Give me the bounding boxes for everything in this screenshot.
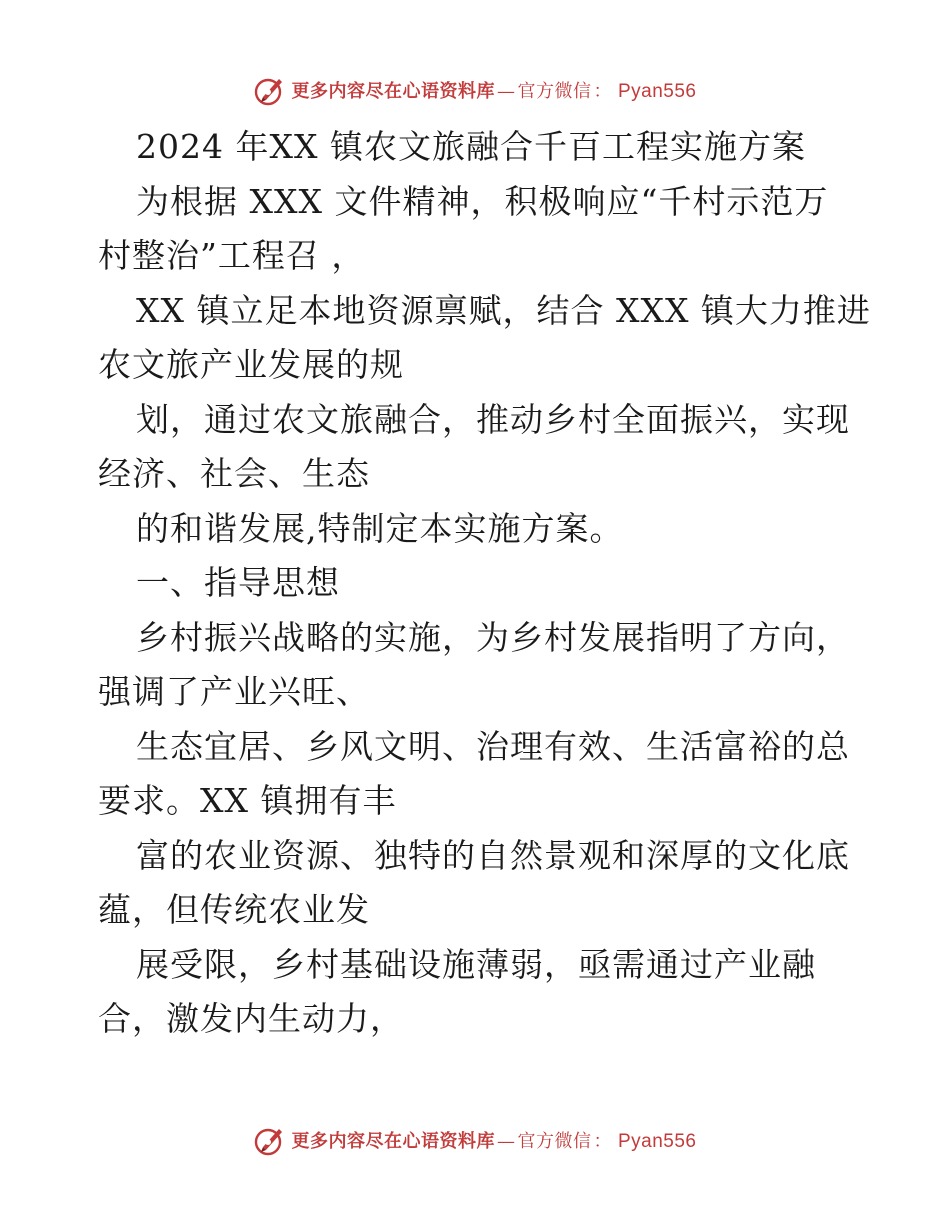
section-heading: 一、指导思想 [136, 563, 340, 602]
document-line: 富的农业资源、独特的自然景观和深厚的文化底 [136, 835, 850, 875]
document-line: 强调了产业兴旺、 [98, 672, 370, 711]
document-line: 生态宜居、乡风文明、治理有效、生活富裕的总 [136, 726, 850, 766]
quill-pen-circle-icon [253, 1123, 287, 1157]
watermark-dash: — [496, 1131, 516, 1152]
document-line: 要求。XX 镇拥有丰 [98, 781, 397, 820]
document-line: 划，通过农文旅融合，推动乡村全面振兴，实现 [136, 399, 850, 439]
document-line: 村整治”工程召 ， [98, 236, 366, 275]
document-line: 2024 年XX 镇农文旅融合千百工程实施方案 [136, 127, 806, 166]
document-line: 农文旅产业发展的规 [98, 345, 404, 384]
document-line: 乡村振兴战略的实施，为乡村发展指明了方向， [136, 617, 850, 657]
quill-pen-circle-icon [253, 73, 287, 107]
watermark-account: Pyan556 [617, 81, 697, 102]
watermark-separator: ： [593, 81, 612, 102]
document-line: 为根据 XXX 文件精神，积极响应“千村示范万 [136, 181, 829, 221]
document-body [98, 120, 871, 1047]
watermark-account: Pyan556 [617, 1131, 697, 1152]
document-line: 的和谐发展,特制定本实施方案。 [136, 508, 624, 548]
watermark-main: 更多内容尽在心语资料库 [291, 81, 495, 102]
watermark-text [291, 1127, 696, 1153]
document-line: XX 镇立足本地资源禀赋，结合 XXX 镇大力推进 [136, 290, 871, 330]
watermark-separator: ： [593, 1131, 612, 1152]
document-line: 展受限，乡村基础设施薄弱，亟需通过产业融 [136, 944, 816, 984]
document-line: 蕴，但传统农业发 [98, 890, 370, 929]
watermark-dash: — [496, 81, 516, 102]
document-line: 经济、社会、生态 [98, 454, 370, 493]
watermark-label: 官方微信 [517, 81, 592, 102]
watermark-banner-top [0, 70, 950, 110]
watermark-label: 官方微信 [517, 1131, 592, 1152]
watermark-banner-bottom [0, 1120, 950, 1160]
watermark-text [291, 77, 696, 103]
watermark-main: 更多内容尽在心语资料库 [291, 1131, 495, 1152]
document-line: 合，激发内生动力， [98, 999, 404, 1038]
